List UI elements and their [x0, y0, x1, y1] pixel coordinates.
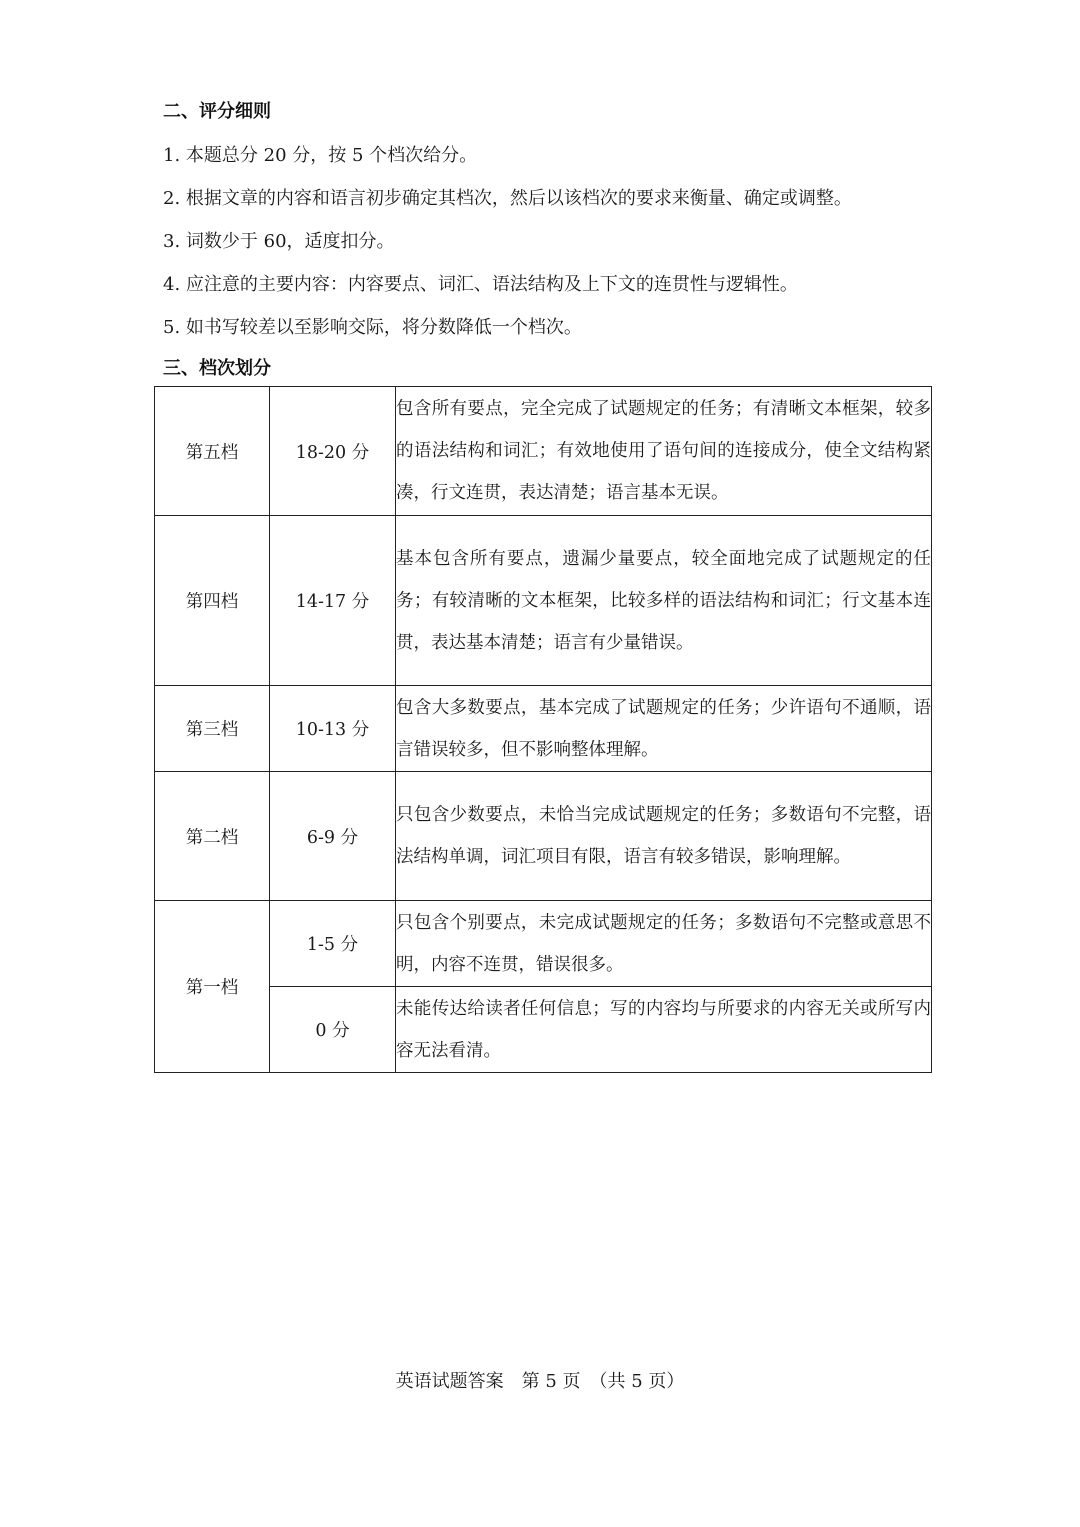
description-cell: 包含大多数要点，基本完成了试题规定的任务；少许语句不通顺，语言错误较多，但不影响整体理解。: [396, 686, 932, 772]
rule-item-3: 3. 词数少于 60，适度扣分。: [163, 231, 395, 252]
level-cell: 第四档: [155, 516, 270, 686]
table-row: [155, 901, 932, 987]
table-row: [155, 516, 932, 686]
page-footer: 英语试题答案 第 5 页 （共 5 页）: [395, 1371, 685, 1392]
grade-table: [154, 386, 932, 1073]
table-row: [155, 987, 932, 1073]
rule-item-4: 4. 应注意的主要内容：内容要点、词汇、语法结构及上下文的连贯性与逻辑性。: [163, 274, 798, 295]
description-cell: 包含所有要点，完全完成了试题规定的任务；有清晰文本框架，较多的语法结构和词汇；有效地使用了语句间的连接成分，使全文结构紧凑，行文连贯，表达清楚；语言基本无误。: [396, 387, 932, 516]
rule-item-5: 5. 如书写较差以至影响交际，将分数降低一个档次。: [163, 317, 582, 338]
description-cell: 只包含少数要点，未恰当完成试题规定的任务；多数语句不完整，语法结构单调，词汇项目有限，语言有较多错误，影响理解。: [396, 772, 932, 901]
score-cell: 6-9 分: [270, 772, 396, 901]
score-cell: 1-5 分: [270, 901, 396, 987]
level-cell: 第三档: [155, 686, 270, 772]
rule-item-2: 2. 根据文章的内容和语言初步确定其档次，然后以该档次的要求来衡量、确定或调整。: [163, 188, 852, 209]
table-row: [155, 686, 932, 772]
section-heading-scoring-rules: 二、评分细则: [163, 101, 271, 122]
score-cell: 0 分: [270, 987, 396, 1073]
description-cell: 基本包含所有要点，遗漏少量要点，较全面地完成了试题规定的任务；有较清晰的文本框架，比较多样的语法结构和词汇；行文基本连贯，表达基本清楚；语言有少量错误。: [396, 516, 932, 686]
level-cell: 第一档: [155, 901, 270, 1073]
rule-item-1: 1. 本题总分 20 分，按 5 个档次给分。: [163, 145, 478, 166]
description-cell: 只包含个别要点，未完成试题规定的任务；多数语句不完整或意思不明，内容不连贯，错误很多。: [396, 901, 932, 987]
score-cell: 10-13 分: [270, 686, 396, 772]
score-cell: 18-20 分: [270, 387, 396, 516]
section-heading-grade-levels: 三、档次划分: [163, 358, 271, 379]
description-cell: 未能传达给读者任何信息；写的内容均与所要求的内容无关或所写内容无法看清。: [396, 987, 932, 1073]
table-row: [155, 772, 932, 901]
level-cell: 第二档: [155, 772, 270, 901]
level-cell: 第五档: [155, 387, 270, 516]
score-cell: 14-17 分: [270, 516, 396, 686]
table-row: [155, 387, 932, 516]
